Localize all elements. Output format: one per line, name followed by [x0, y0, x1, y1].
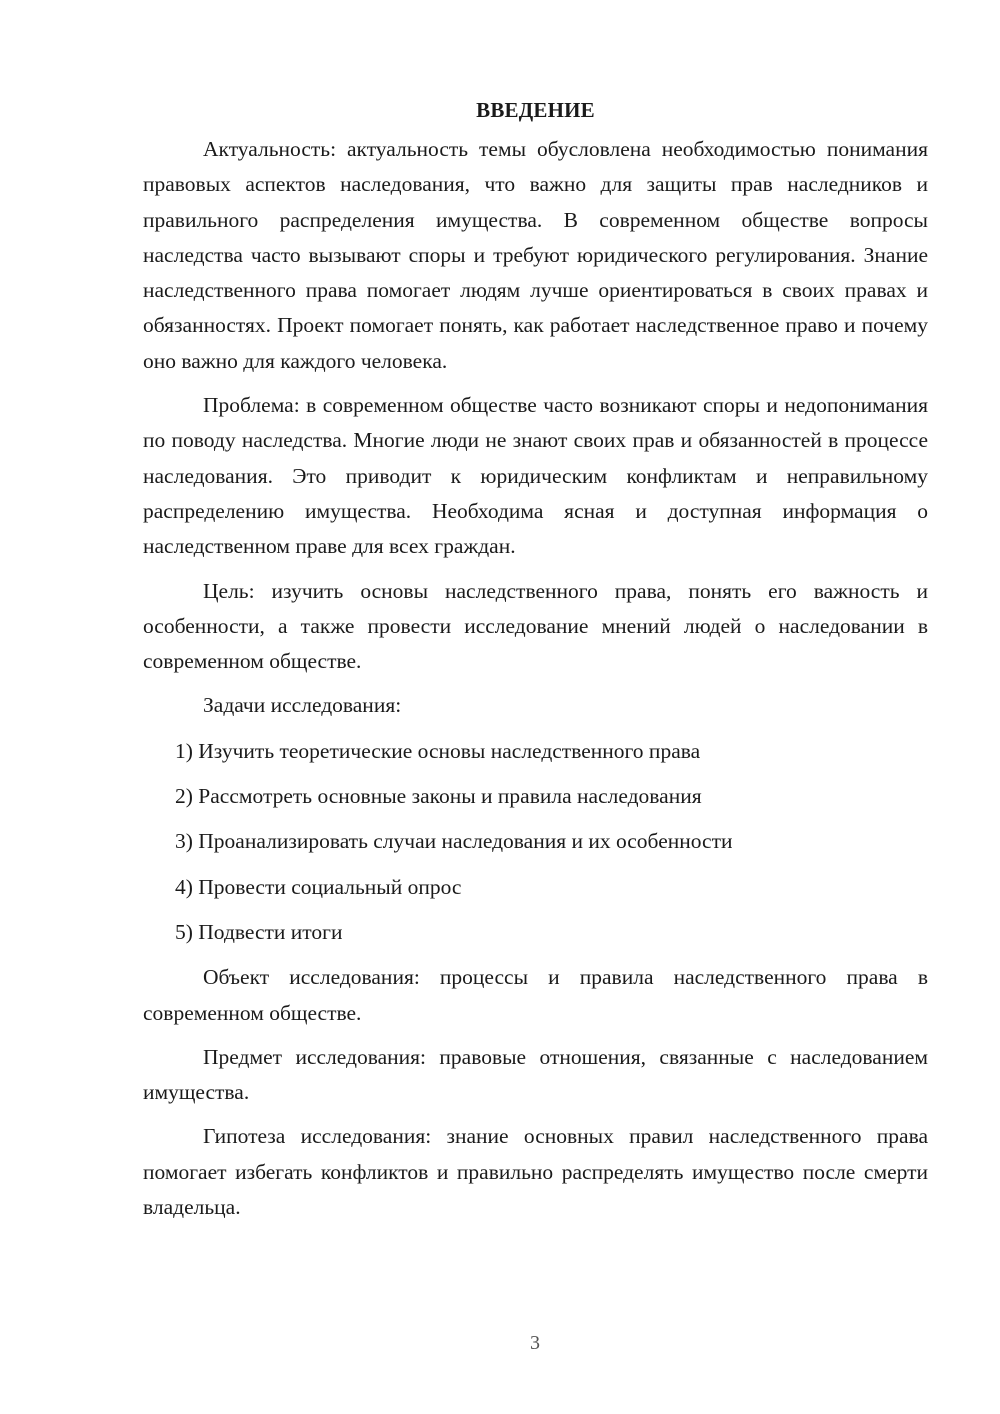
task-item: 4) Провести социальный опрос	[175, 874, 462, 899]
relevance-paragraph: Актуальность: актуальность темы обусловлена необходимостью понимания правовых аспектов наследования, что важно для защиты прав наследников и правильного распределения имущества. В современном обществе вопросы наследства часто вызывают споры и требуют юридического регулирования. Знание наследственного права помогает людям лучше ориентироваться в своих правах и обязанностях. Проект помогает понять, как работает наследственное право и почему оно важно для каждого человека.	[143, 137, 928, 373]
task-item: 1) Изучить теоретические основы наследственного права	[175, 738, 701, 763]
goal-paragraph: Цель: изучить основы наследственного права, понять его важность и особенности, а также провести исследование мнений людей о наследовании в современном обществе.	[143, 578, 928, 674]
subject-paragraph: Предмет исследования: правовые отношения, связанные с наследованием имущества.	[143, 1044, 928, 1105]
hypothesis-paragraph: Гипотеза исследования: знание основных правил наследственного права помогает избегать конфликтов и правильно распределять имущество после смерти владельца.	[143, 1124, 928, 1220]
page-number: 3	[530, 1332, 540, 1354]
task-item: 5) Подвести итоги	[175, 919, 343, 944]
object-paragraph: Объект исследования: процессы и правила наследственного права в современном обществе.	[143, 965, 928, 1025]
tasks-list	[143, 734, 928, 950]
task-item: 3) Проанализировать случаи наследования и их особенности	[175, 829, 733, 854]
task-item: 2) Рассмотреть основные законы и правила наследования	[175, 784, 702, 809]
document-page	[143, 88, 928, 1234]
tasks-title: Задачи исследования:	[203, 693, 402, 718]
problem-paragraph: Проблема: в современном обществе часто возникают споры и недопонимания по поводу наследства. Многие люди не знают своих прав и обязанностей в процессе наследования. Это приводит к юридическим конфликтам и неправильному распределению имущества. Необходима ясная и доступная информация о наследственном праве для всех граждан.	[143, 393, 928, 559]
section-heading: ВВЕДЕНИЕ	[476, 98, 595, 122]
